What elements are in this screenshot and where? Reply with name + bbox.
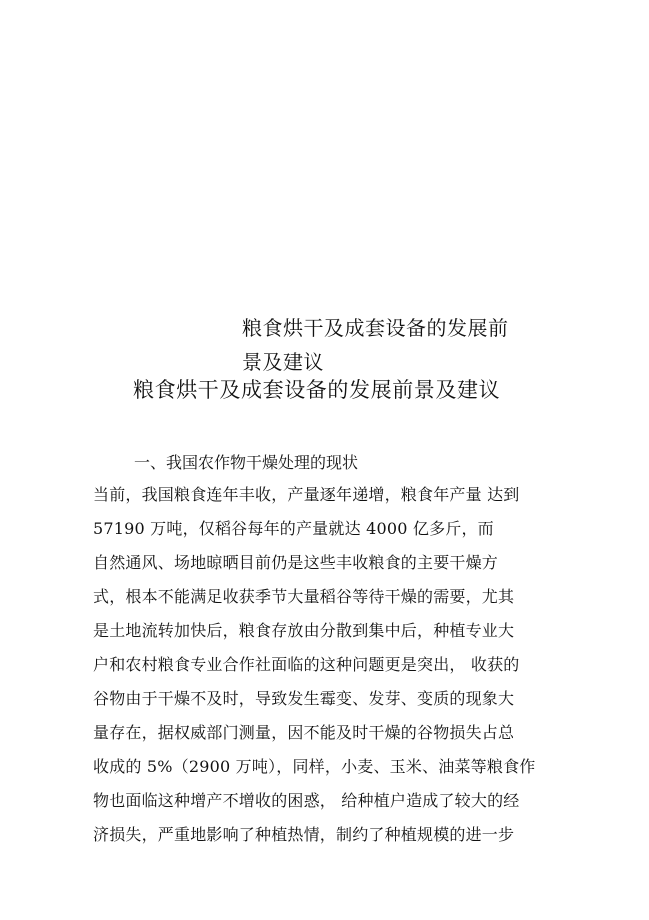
body-line: 量存在，据权威部门测量，因不能及时干燥的谷物损失占总	[93, 723, 515, 742]
body-line: 物也面临这种增产不增收的困惑， 给种植户造成了较大的经	[93, 791, 520, 810]
document-title-first-line2: 景及建议	[242, 350, 324, 374]
body-line: 是土地流转加快后，粮食存放由分散到集中后，种植专业大	[93, 621, 515, 640]
body-line: 济损失，严重地影响了种植热情，制约了种植规模的进一步	[93, 825, 515, 844]
body-line: 式，根本不能满足收获季节大量稻谷等待干燥的需要，尤其	[93, 587, 515, 606]
body-text	[93, 480, 563, 854]
section-heading: 一、我国农作物干燥处理的现状	[134, 453, 359, 472]
document-title-first-line1: 粮食烘干及成套设备的发展前	[242, 316, 509, 340]
body-line: 自然通风、场地晾晒目前仍是这些丰收粮食的主要干燥方	[93, 553, 499, 572]
document-title-second: 粮食烘干及成套设备的发展前景及建议	[133, 378, 501, 402]
body-line: 57190 万吨，仅稻谷每年的产量就达 4000 亿多斤，而	[93, 519, 494, 538]
body-line: 收成的 5%（2900 万吨），同样，小麦、玉米、油菜等粮食作	[93, 757, 536, 776]
body-line: 户和农村粮食专业合作社面临的这种问题更是突出， 收获的	[93, 655, 520, 674]
document-title-first	[242, 312, 509, 378]
body-line: 谷物由于干燥不及时，导致发生霉变、发芽、变质的现象大	[93, 689, 515, 708]
body-line: 当前，我国粮食连年丰收，产量逐年递增，粮食年产量 达到	[93, 485, 520, 504]
